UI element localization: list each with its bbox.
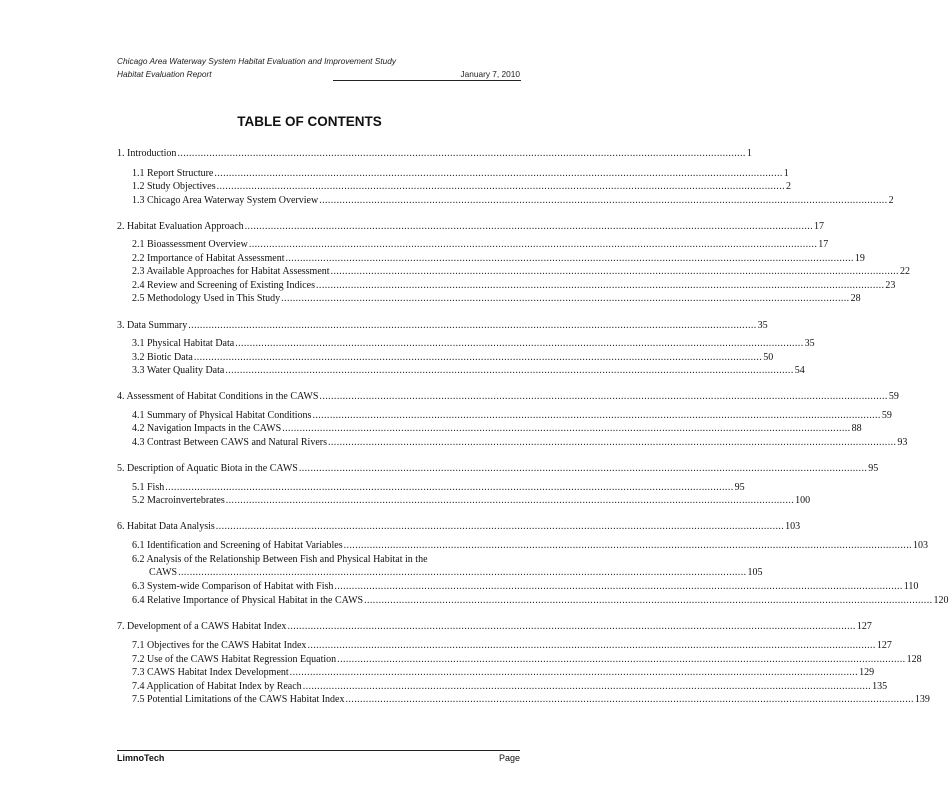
dot-leader: .................................................................................................................................................................................................... [235,338,804,349]
toc-entry-label: 1. Introduction [117,148,177,159]
header-study-title: Chicago Area Waterway System Habitat Evaluation and Improvement Study [117,56,397,66]
toc-entry-label: 5.2 Macroinvertebrates [132,495,225,506]
dot-leader: .................................................................................................................................................................................................... [345,694,914,705]
toc-entry-section-2-5[interactable] [132,293,861,306]
header-report-title: Habitat Evaluation Report [117,69,212,79]
toc-entry-section-4-1[interactable] [132,410,892,423]
toc-entry-label: 4.2 Navigation Impacts in the CAWS [132,423,282,434]
dot-leader: .................................................................................................................................................................................................... [215,521,785,532]
toc-entry-page: 110 [903,581,919,592]
toc-entry-page: 35 [804,338,815,349]
dot-leader: .................................................................................................................................................................................................... [337,654,906,665]
toc-entry-label: 1.1 Report Structure [132,168,214,179]
toc-entry-section-3-1[interactable] [132,338,815,351]
dot-leader: .................................................................................................................................................................................................... [225,365,794,376]
toc-entry-section-1[interactable] [117,148,752,161]
toc-entry-label: 4.3 Contrast Between CAWS and Natural Rivers [132,437,327,448]
toc-entry-section-7-5[interactable] [132,694,930,707]
dot-leader: .................................................................................................................................................................................................... [330,266,899,277]
toc-entry-label: 7. Development of a CAWS Habitat Index [117,621,287,632]
toc-entry-section-1-2[interactable] [132,181,792,194]
toc-entry-section-4[interactable] [117,391,899,404]
dot-leader: .................................................................................................................................................................................................... [319,391,888,402]
dot-leader: .................................................................................................................................................................................................... [244,221,814,232]
toc-entry-section-5-2[interactable] [132,495,811,508]
toc-entry-section-7-3[interactable] [132,667,875,680]
toc-entry-label: 6.4 Relative Importance of Physical Habitat in the CAWS [132,595,364,606]
toc-entry-page: 103 [913,540,928,551]
toc-entry-label: 3.3 Water Quality Data [132,365,225,376]
dot-leader: .................................................................................................................................................................................................... [248,239,818,250]
footer-company: LimnoTech [117,753,165,763]
header-rule [333,80,521,81]
toc-entry-page: 22 [899,266,910,277]
toc-entry-section-4-3[interactable] [132,437,908,450]
toc-entry-section-1-1[interactable] [132,168,789,181]
toc-entry-page: 1 [783,168,789,179]
dot-leader: .................................................................................................................................................................................................... [316,280,885,291]
toc-entry-label: 5.1 Fish [132,482,165,493]
dot-leader: .................................................................................................................................................................................................... [178,567,747,578]
toc-entry-page: 59 [881,410,892,421]
toc-entry-label: 1.2 Study Objectives [132,181,216,192]
toc-entry-page: 95 [868,463,879,474]
toc-entry-section-7-1[interactable] [132,640,892,653]
toc-entry-page: 139 [914,694,930,705]
toc-entry-label: 3.2 Biotic Data [132,352,193,363]
page-title: TABLE OF CONTENTS [237,114,382,129]
toc-entry-page: 54 [794,365,805,376]
dot-leader: .................................................................................................................................................................................................... [216,181,786,192]
dot-leader: .................................................................................................................................................................................................... [364,595,933,606]
dot-leader: .................................................................................................................................................................................................... [177,148,746,159]
toc-entry-label: 3.1 Physical Habitat Data [132,338,235,349]
toc-entry-page: 105 [747,567,763,578]
toc-entry-label: 2.1 Bioassessment Overview [132,239,248,250]
toc-entry-page: 23 [885,280,896,291]
dot-leader: .................................................................................................................................................................................................... [285,253,854,264]
toc-entry-page: 120 [933,595,949,606]
toc-entry-label: 2.2 Importance of Habitat Assessment [132,253,285,264]
footer-page-label: Page [498,753,520,763]
dot-leader: .................................................................................................................................................................................................... [343,540,912,551]
toc-entry-page: 127 [876,640,892,651]
toc-entry-section-6-3[interactable] [132,581,919,594]
toc-entry-page: 28 [850,293,861,304]
toc-entry-page: 17 [818,239,829,250]
toc-entry-page: 129 [859,667,875,678]
toc-entry-section-2[interactable] [117,221,825,234]
toc-entry-section-2-3[interactable] [132,266,910,279]
toc-entry-section-1-3[interactable] [132,195,894,208]
dot-leader: .................................................................................................................................................................................................... [312,410,881,421]
toc-entry-section-6-1[interactable] [132,540,928,553]
toc-entry-label: 7.4 Application of Habitat Index by Reach [132,681,302,692]
toc-entry-label: 5. Description of Aquatic Biota in the CAWS [117,463,298,474]
toc-entry-page: 50 [763,352,774,363]
toc-entry-page: 103 [785,521,801,532]
toc-entry-page: 59 [888,391,899,402]
toc-entry-page: 17 [814,221,825,232]
toc-entry-label: 7.3 CAWS Habitat Index Development [132,667,289,678]
toc-entry-label: 7.1 Objectives for the CAWS Habitat Index [132,640,307,651]
toc-entry-section-6-4[interactable] [132,595,949,608]
toc-entry-page: 127 [856,621,872,632]
toc-entry-section-5-1[interactable] [132,482,745,495]
dot-leader: .................................................................................................................................................................................................... [188,320,757,331]
toc-entry-page: 19 [854,253,865,264]
dot-leader: .................................................................................................................................................................................................... [165,482,734,493]
toc-entry-page: 128 [906,654,922,665]
dot-leader: .................................................................................................................................................................................................... [298,463,868,474]
dot-leader: .................................................................................................................................................................................................... [289,667,859,678]
toc-entry-section-5[interactable] [117,463,879,476]
toc-entry-page: 95 [734,482,745,493]
toc-entry-section-2-2[interactable] [132,253,865,266]
dot-leader: .................................................................................................................................................................................................... [302,681,872,692]
toc-entry-label: 4. Assessment of Habitat Conditions in the CAWS [117,391,319,402]
toc-entry-section-6-2-cont[interactable] [149,567,763,580]
toc-entry-page: 2 [888,195,894,206]
toc-entry-label: 6.3 System-wide Comparison of Habitat with Fish [132,581,334,592]
toc-entry-section-6-2[interactable] [132,554,520,567]
dot-leader: .................................................................................................................................................................................................... [307,640,876,651]
dot-leader: .................................................................................................................................................................................................... [214,168,783,179]
toc-entry-section-6[interactable] [117,521,801,534]
toc-entry-label: 7.2 Use of the CAWS Habitat Regression Equation [132,654,337,665]
toc-entry-label: 2. Habitat Evaluation Approach [117,221,244,232]
toc-entry-section-4-2[interactable] [132,423,862,436]
dot-leader: .................................................................................................................................................................................................... [225,495,795,506]
toc-entry-label: 2.3 Available Approaches for Habitat Assessment [132,266,330,277]
toc-entry-section-7[interactable] [117,621,872,634]
toc-entry-label: 6.1 Identification and Screening of Habitat Variables [132,540,343,551]
dot-leader: .................................................................................................................................................................................................... [193,352,763,363]
dot-leader: .................................................................................................................................................................................................... [281,293,850,304]
dot-leader: .................................................................................................................................................................................................... [319,195,888,206]
toc-entry-section-7-2[interactable] [132,654,922,667]
toc-entry-section-7-4[interactable] [132,681,888,694]
toc-entry-label: 2.5 Methodology Used in This Study [132,293,281,304]
dot-leader: .................................................................................................................................................................................................... [287,621,856,632]
toc-entry-page: 93 [897,437,908,448]
footer-rule [117,750,520,751]
toc-entry-label: 4.1 Summary of Physical Habitat Conditions [132,410,312,421]
toc-entry-label: 6.2 Analysis of the Relationship Between Fish and Physical Habitat in the [132,554,428,565]
toc-entry-page: 35 [757,320,768,331]
dot-leader: .................................................................................................................................................................................................... [328,437,897,448]
toc-entry-section-3[interactable] [117,320,768,333]
toc-entry-label: 7.5 Potential Limitations of the CAWS Habitat Index [132,694,345,705]
toc-entry-section-2-1[interactable] [132,239,829,252]
toc-entry-label: 1.3 Chicago Area Waterway System Overview [132,195,319,206]
toc-entry-label: 3. Data Summary [117,320,188,331]
dot-leader: .................................................................................................................................................................................................... [334,581,903,592]
toc-entry-label: CAWS [149,567,178,578]
toc-entry-page: 135 [872,681,888,692]
dot-leader: .................................................................................................................................................................................................... [282,423,851,434]
toc-entry-page: 88 [851,423,862,434]
toc-entry-page: 100 [795,495,811,506]
header-date: January 7, 2010 [460,69,520,79]
toc-entry-label: 2.4 Review and Screening of Existing Indices [132,280,316,291]
toc-entry-page: 1 [746,148,752,159]
toc-entry-section-2-4[interactable] [132,280,896,293]
toc-entry-label: 6. Habitat Data Analysis [117,521,215,532]
toc-entry-section-3-2[interactable] [132,352,774,365]
toc-entry-page: 2 [786,181,792,192]
toc-entry-section-3-3[interactable] [132,365,805,378]
